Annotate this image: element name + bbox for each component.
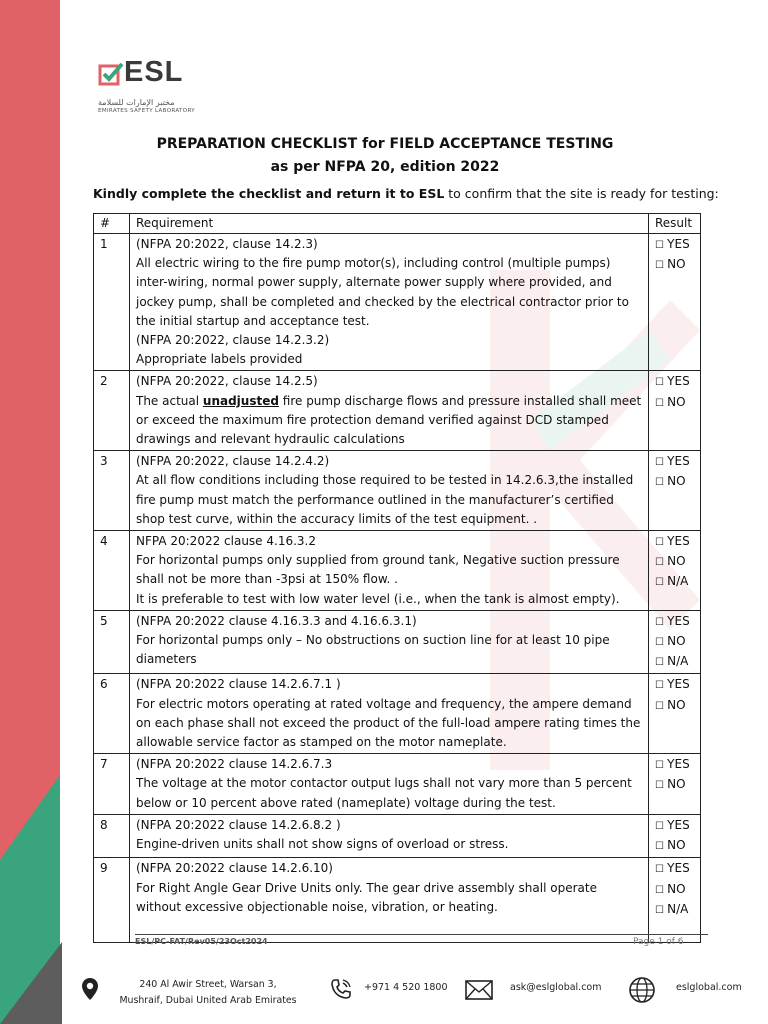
result-option[interactable] [655, 816, 694, 836]
result-option-label: YES [667, 817, 690, 832]
page-number: Page 1 of 6 [633, 937, 684, 947]
result-option-label: N/A [667, 901, 689, 916]
result-option[interactable] [655, 880, 694, 900]
result-option-label: NO [667, 257, 686, 272]
website-link[interactable]: eslglobal.com [676, 982, 742, 993]
result-option[interactable] [655, 775, 694, 795]
result-option-label: NO [667, 838, 686, 853]
requirement-line: At all flow conditions including those required to be tested in 14.2.6.3,the installed fire pump must match the performance outlined in the manufacturer’s certified shop test curve, within the accuracy limits of the test equipment. . [136, 473, 634, 526]
requirement-line: Appropriate labels provided [136, 352, 303, 367]
phone-number[interactable]: +971 4 520 1800 [364, 982, 448, 993]
requirement-line: Engine-driven units shall not show signs of overload or stress. [136, 837, 509, 852]
header-requirement: Requirement [130, 214, 649, 234]
row-number: 2 [94, 371, 130, 451]
requirement-text: The actual [136, 393, 203, 408]
result-option-label: NO [667, 474, 686, 489]
checkbox-icon[interactable]: ☐ [655, 477, 668, 489]
intro-bold: Kindly complete the checklist and return it to ESL [93, 186, 445, 201]
result-option[interactable] [655, 472, 694, 492]
document-title: PREPARATION CHECKLIST for FIELD ACCEPTANCE TESTING [156, 136, 614, 152]
table-header-row [94, 214, 701, 234]
result-cell [649, 858, 701, 943]
result-option[interactable] [655, 900, 694, 920]
requirement-cell [130, 858, 649, 943]
header-result: Result [649, 214, 701, 234]
requirement-cell [130, 674, 649, 754]
result-option-label: YES [667, 677, 690, 692]
checkbox-icon[interactable]: ☐ [655, 537, 668, 549]
result-option[interactable] [655, 235, 694, 255]
checkbox-icon[interactable]: ☐ [655, 240, 668, 251]
table-row [94, 610, 701, 674]
checkbox-icon[interactable]: ☐ [655, 397, 668, 409]
requirement-line: (NFPA 20:2022 clause 14.2.6.10) [136, 861, 333, 876]
result-option[interactable] [655, 393, 694, 413]
requirement-line: (NFPA 20:2022 clause 4.16.3.3 and 4.16.6.3.1) [136, 613, 417, 628]
result-option-label: NO [667, 394, 686, 409]
email-link[interactable]: ask@eslglobal.com [510, 982, 602, 993]
esl-logo [98, 56, 298, 120]
checkbox-icon[interactable]: ☐ [655, 904, 668, 916]
requirement-line: For horizontal pumps only supplied from ground tank, Negative suction pressure shall not be more than -3psi at 150% flow. . [136, 553, 620, 587]
address [113, 977, 303, 1009]
address-line-2: Mushraif, Dubai United Arab Emirates [119, 995, 297, 1006]
result-option-label: YES [667, 534, 690, 549]
result-option[interactable] [655, 452, 694, 472]
result-option[interactable] [655, 612, 694, 632]
checkbox-icon[interactable]: ☐ [655, 457, 668, 469]
emphasized-word: unadjusted [202, 393, 279, 408]
row-number: 1 [94, 234, 130, 371]
result-option-label: YES [667, 613, 690, 628]
row-number: 8 [94, 814, 130, 857]
table-row [94, 814, 701, 857]
result-option-label: YES [667, 374, 690, 389]
checkmark-logo-icon [98, 62, 124, 88]
side-band-gray [0, 0, 62, 1024]
result-option[interactable] [655, 696, 694, 716]
requirement-line: For horizontal pumps only – No obstructions on suction line for at least 10 pipe diameters [136, 633, 610, 667]
checkbox-icon[interactable]: ☐ [655, 780, 668, 792]
globe-icon [628, 976, 656, 1004]
document-code: ESL/PC-FAT/Rev05/23Oct2024 [135, 937, 268, 946]
table-row [94, 858, 701, 943]
result-cell [649, 531, 701, 611]
checkbox-icon[interactable]: ☐ [655, 260, 668, 272]
requirement-line: The voltage at the motor contactor output lugs shall not vary more than 5 percent below or 10 percent above rated (nameplate) voltage during the test. [136, 776, 632, 810]
requirement-cell [130, 814, 649, 857]
table-row [94, 674, 701, 754]
requirement-line: (NFPA 20:2022, clause 14.2.5) [136, 374, 318, 389]
result-cell [649, 451, 701, 531]
result-option-label: NO [667, 697, 686, 712]
checkbox-icon[interactable]: ☐ [655, 680, 668, 692]
row-number: 4 [94, 531, 130, 611]
requirement-line: It is preferable to test with low water level (i.e., when the tank is almost empty). [136, 591, 620, 606]
result-option-label: YES [667, 757, 690, 772]
result-option-label: YES [667, 861, 690, 876]
checkbox-icon[interactable]: ☐ [655, 820, 668, 832]
result-cell [649, 610, 701, 674]
requirement-cell [130, 754, 649, 815]
table-row [94, 754, 701, 815]
result-option[interactable] [655, 836, 694, 856]
requirement-line: (NFPA 20:2022, clause 14.2.3) [136, 237, 318, 251]
document-subtitle: as per NFPA 20, edition 2022 [270, 159, 500, 175]
requirement-text: fire pump discharge flows and pressure installed shall meet or exceed the maximum fire protection demand verified against DCD stamped drawings and relevant hydraulic calculations [136, 393, 642, 447]
intro-rest: to confirm that the site is ready for testing: [444, 186, 719, 201]
row-number: 7 [94, 754, 130, 815]
result-option-label: YES [667, 237, 690, 251]
envelope-icon [465, 980, 493, 1000]
requirement-line: For electric motors operating at rated voltage and frequency, the ampere demand on each phase shall not exceed the product of the full-load ampere rating times the allowable service factor as stamped on the motor nameplate. [136, 696, 641, 750]
checkbox-icon[interactable]: ☐ [655, 884, 668, 896]
location-pin-icon [81, 977, 99, 1001]
result-option[interactable] [655, 572, 694, 592]
result-cell [649, 814, 701, 857]
table-row [94, 371, 701, 451]
result-option[interactable] [655, 755, 694, 775]
logo-full-name: EMIRATES SAFETY LABORATORY [98, 108, 196, 114]
checkbox-icon[interactable]: ☐ [655, 637, 668, 649]
result-option-label: NO [667, 777, 686, 792]
result-option-label: N/A [667, 574, 689, 589]
table-row [94, 531, 701, 611]
checkbox-icon[interactable]: ☐ [655, 700, 668, 712]
result-option[interactable] [655, 552, 694, 572]
result-cell [649, 674, 701, 754]
result-option[interactable] [655, 532, 694, 552]
requirement-line: (NFPA 20:2022 clause 14.2.6.7.1 ) [136, 677, 341, 692]
requirement-line: (NFPA 20:2022, clause 14.2.4.2) [136, 454, 330, 469]
requirement-cell [130, 451, 649, 531]
logo-wordmark: ESL [124, 56, 184, 88]
checklist-table [93, 213, 701, 943]
row-number: 5 [94, 610, 130, 674]
phone-icon [329, 977, 353, 1001]
row-number: 9 [94, 858, 130, 943]
result-option-label: NO [667, 881, 686, 896]
header-num: # [94, 214, 130, 234]
row-number: 6 [94, 674, 130, 754]
result-option-label: N/A [667, 654, 689, 669]
footer-divider [135, 934, 708, 935]
checkbox-icon[interactable]: ☐ [655, 616, 668, 628]
result-option-label: YES [667, 454, 690, 469]
row-number: 3 [94, 451, 130, 531]
requirement-line [136, 392, 642, 450]
result-option[interactable] [655, 255, 694, 275]
address-line-1: 240 Al Awir Street, Warsan 3, [139, 979, 277, 990]
checkbox-icon[interactable]: ☐ [655, 841, 668, 853]
result-option[interactable] [655, 652, 694, 672]
checkbox-icon[interactable]: ☐ [655, 864, 668, 876]
checkbox-icon[interactable]: ☐ [655, 760, 668, 772]
requirement-cell [130, 234, 649, 371]
result-option[interactable] [655, 372, 694, 392]
checkbox-icon[interactable]: ☐ [655, 577, 668, 589]
result-cell [649, 371, 701, 451]
requirement-cell [130, 531, 649, 611]
requirement-line: (NFPA 20:2022 clause 14.2.6.8.2 ) [136, 817, 341, 832]
requirement-line: For Right Angle Gear Drive Units only. The gear drive assembly shall operate without excessive objectionable noise, vibration, or heating. [136, 880, 597, 914]
table-row [94, 234, 701, 371]
result-cell [649, 754, 701, 815]
requirement-line: (NFPA 20:2022, clause 14.2.3.2) [136, 333, 330, 348]
result-cell [649, 234, 701, 371]
requirement-cell [130, 610, 649, 674]
result-option[interactable] [655, 859, 694, 879]
checkbox-icon[interactable]: ☐ [655, 377, 668, 389]
intro-text [93, 186, 719, 201]
table-row [94, 451, 701, 531]
checkbox-icon[interactable]: ☐ [655, 557, 668, 569]
requirement-line: NFPA 20:2022 clause 4.16.3.2 [136, 534, 316, 549]
checkbox-icon[interactable]: ☐ [655, 657, 668, 669]
result-option-label: NO [667, 634, 686, 649]
requirement-cell [130, 371, 649, 451]
result-option[interactable] [655, 675, 694, 695]
requirement-line: (NFPA 20:2022 clause 14.2.6.7.3 [136, 757, 333, 772]
logo-arabic-name: مختبر الإمارات للسلامة [98, 98, 175, 107]
requirement-line: All electric wiring to the fire pump motor(s), including control (multiple pumps) inter-wiring, normal power supply, alternate power supply where provided, and jockey pump, shall be completed and checked by the electrical contractor prior to the initial startup and acceptance test. [136, 256, 629, 328]
result-option-label: NO [667, 554, 686, 569]
result-option[interactable] [655, 632, 694, 652]
